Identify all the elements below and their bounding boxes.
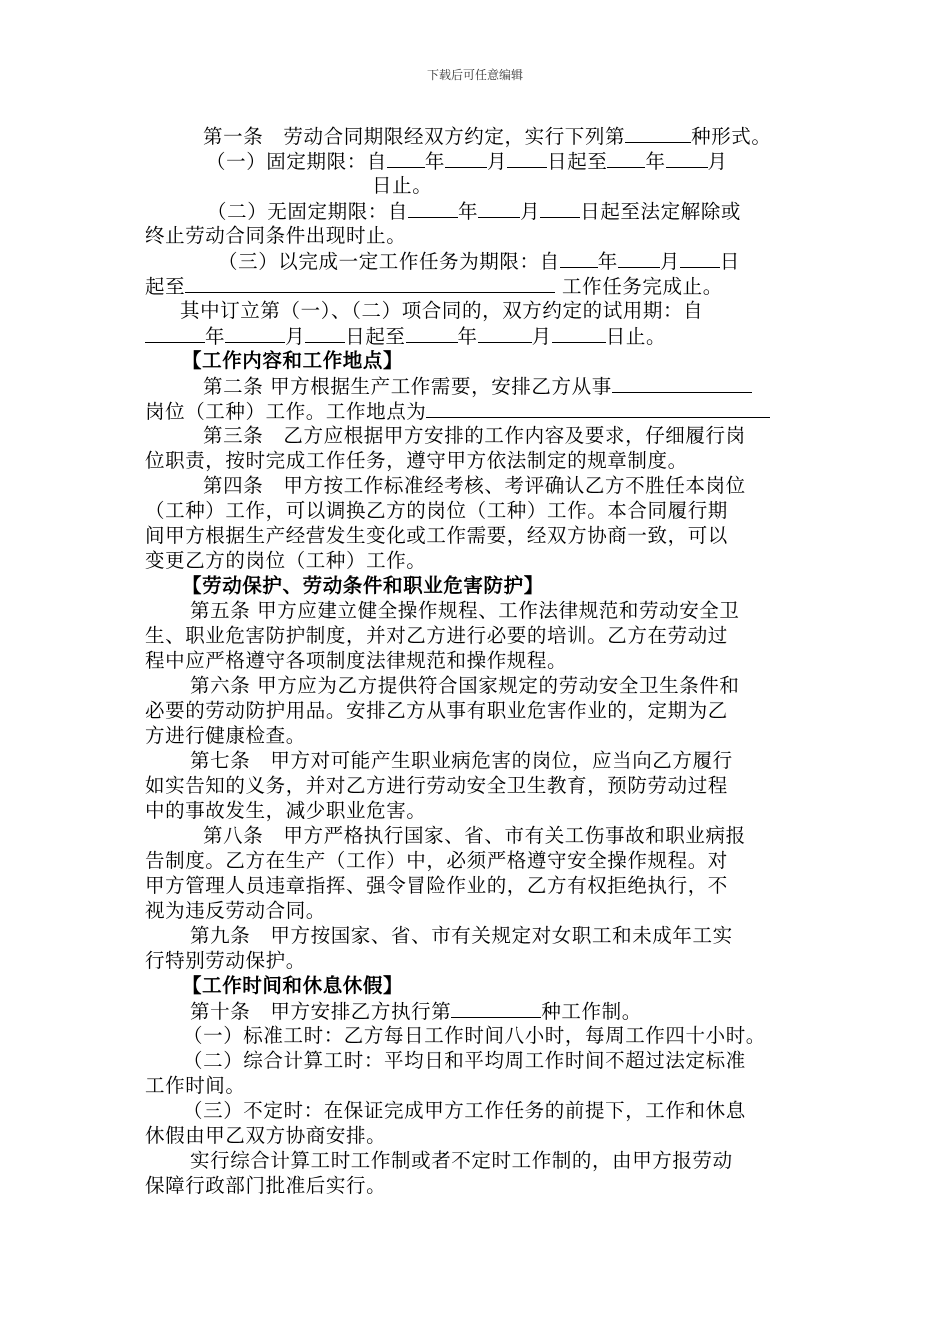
article-4-cont2: 间甲方根据生产经营发生变化或工作需要，经双方协商一致，可以: [145, 524, 728, 547]
blank[interactable]: [408, 199, 458, 218]
article-7: 第七条 甲方对可能产生职业病危害的岗位，应当向乙方履行: [190, 749, 733, 772]
article-8-cont2: 甲方管理人员违章指挥、强令冒险作业的，乙方有权拒绝执行，不: [145, 874, 728, 897]
article-10: 第十条 甲方安排乙方执行第 种工作制。: [190, 1000, 642, 1023]
blank[interactable]: [478, 324, 532, 343]
article-6: 第六条 甲方应为乙方提供符合国家规定的劳动安全卫生条件和: [190, 674, 740, 697]
item-open-term-cont: 终止劳动合同条件出现时止。: [145, 224, 407, 247]
blank[interactable]: [560, 249, 598, 268]
article-9: 第九条 甲方按国家、省、市有关规定对女职工和未成年工实: [190, 924, 733, 947]
blank-workplace[interactable]: [426, 399, 770, 418]
article-6-cont1: 必要的劳动防护用品。安排乙方从事有职业危害作业的，定期为乙: [145, 699, 728, 722]
item-flexible-hours-cont: 休假由甲乙双方协商安排。: [145, 1124, 387, 1147]
article-1: 第一条 劳动合同期限经双方约定，实行下列第 种形式。: [203, 125, 772, 148]
article-5-cont1: 生、职业危害防护制度，并对乙方进行必要的培训。乙方在劳动过: [145, 624, 728, 647]
blank[interactable]: [607, 149, 645, 168]
item-task-term: （三）以完成一定工作任务为期限：自 年 月 日: [218, 250, 741, 273]
item-task-term-cont: 起至 工作任务完成止。: [145, 275, 723, 298]
article-4: 第四条 甲方按工作标准经考核、考评确认乙方不胜任本岗位: [203, 474, 746, 497]
blank-form-number[interactable]: [625, 124, 691, 143]
article-7-cont2: 中的事故发生，减少职业危害。: [145, 799, 427, 822]
probation-line: 其中订立第（一）、（二）项合同的，双方约定的试用期：自: [180, 299, 704, 322]
section-heading-work: 【工作内容和工作地点】: [182, 349, 404, 372]
article-4-cont1: （工种）工作，可以调换乙方的岗位（工种）工作。本合同履行期: [145, 499, 728, 522]
section-heading-protection: 【劳动保护、劳动条件和职业危害防护】: [182, 574, 544, 597]
blank[interactable]: [680, 249, 720, 268]
article-8-cont3: 视为违反劳动合同。: [145, 899, 326, 922]
blank[interactable]: [145, 324, 205, 343]
item-fixed-term-end: 日止。: [372, 174, 433, 197]
article-9-cont: 行特别劳动保护。: [145, 949, 306, 972]
article-7-cont1: 如实告知的义务，并对乙方进行劳动安全卫生教育，预防劳动过程: [145, 774, 728, 797]
blank-task[interactable]: [185, 274, 555, 293]
blank[interactable]: [305, 324, 345, 343]
blank[interactable]: [387, 149, 425, 168]
article-5-cont2: 程中应严格遵守各项制度法律规范和操作规程。: [145, 649, 568, 672]
approval-note: 实行综合计算工时工作制或者不定时工作制的，由甲方报劳动: [190, 1149, 733, 1172]
blank[interactable]: [507, 149, 547, 168]
blank-position[interactable]: [612, 374, 752, 393]
blank[interactable]: [666, 149, 708, 168]
blank[interactable]: [225, 324, 285, 343]
article-8-cont1: 告制度。乙方在生产（工作）中，必须严格遵守安全操作规程。对: [145, 849, 728, 872]
article-3-cont: 位职责，按时完成工作任务，遵守甲方依法制定的规章制度。: [145, 449, 688, 472]
blank[interactable]: [478, 199, 520, 218]
blank[interactable]: [445, 149, 487, 168]
probation-dates: 年 月 日起至 年 月 日止。: [145, 324, 666, 349]
blank[interactable]: [618, 249, 660, 268]
item-standard-hours: （一）标准工时：乙方每日工作时间八小时，每周工作四十小时。: [183, 1024, 766, 1047]
page-header: 下载后可任意编辑: [426, 68, 523, 82]
item-flexible-hours: （三）不定时：在保证完成甲方工作任务的前提下，工作和休息: [183, 1099, 746, 1122]
item-comprehensive-hours: （二）综合计算工时：平均日和平均周工作时间不超过法定标准: [183, 1049, 746, 1072]
blank-work-system[interactable]: [451, 999, 541, 1018]
item-fixed-term: （一）固定期限：自 年 月 日起至 年 月: [206, 150, 728, 173]
blank[interactable]: [552, 324, 606, 343]
item-open-term: （二）无固定期限：自 年 月 日起至法定解除或: [207, 200, 742, 223]
article-5: 第五条 甲方应建立健全操作规程、工作法律规范和劳动安全卫: [190, 599, 740, 622]
item-comprehensive-hours-cont: 工作时间。: [145, 1074, 246, 1097]
blank[interactable]: [540, 199, 580, 218]
article-2-cont: 岗位（工种）工作。工作地点为: [145, 399, 770, 424]
article-3: 第三条 乙方应根据甲方安排的工作内容及要求，仔细履行岗: [203, 424, 746, 447]
article-4-cont3: 变更乙方的岗位（工种）工作。: [145, 549, 427, 572]
article-6-cont2: 方进行健康检查。: [145, 724, 306, 747]
article-8: 第八条 甲方严格执行国家、省、市有关工伤事故和职业病报: [203, 824, 746, 847]
article-2: 第二条 甲方根据生产工作需要，安排乙方从事: [203, 374, 752, 399]
approval-note-cont: 保障行政部门批准后实行。: [145, 1174, 387, 1197]
section-heading-hours: 【工作时间和休息休假】: [182, 974, 404, 997]
blank[interactable]: [406, 324, 458, 343]
